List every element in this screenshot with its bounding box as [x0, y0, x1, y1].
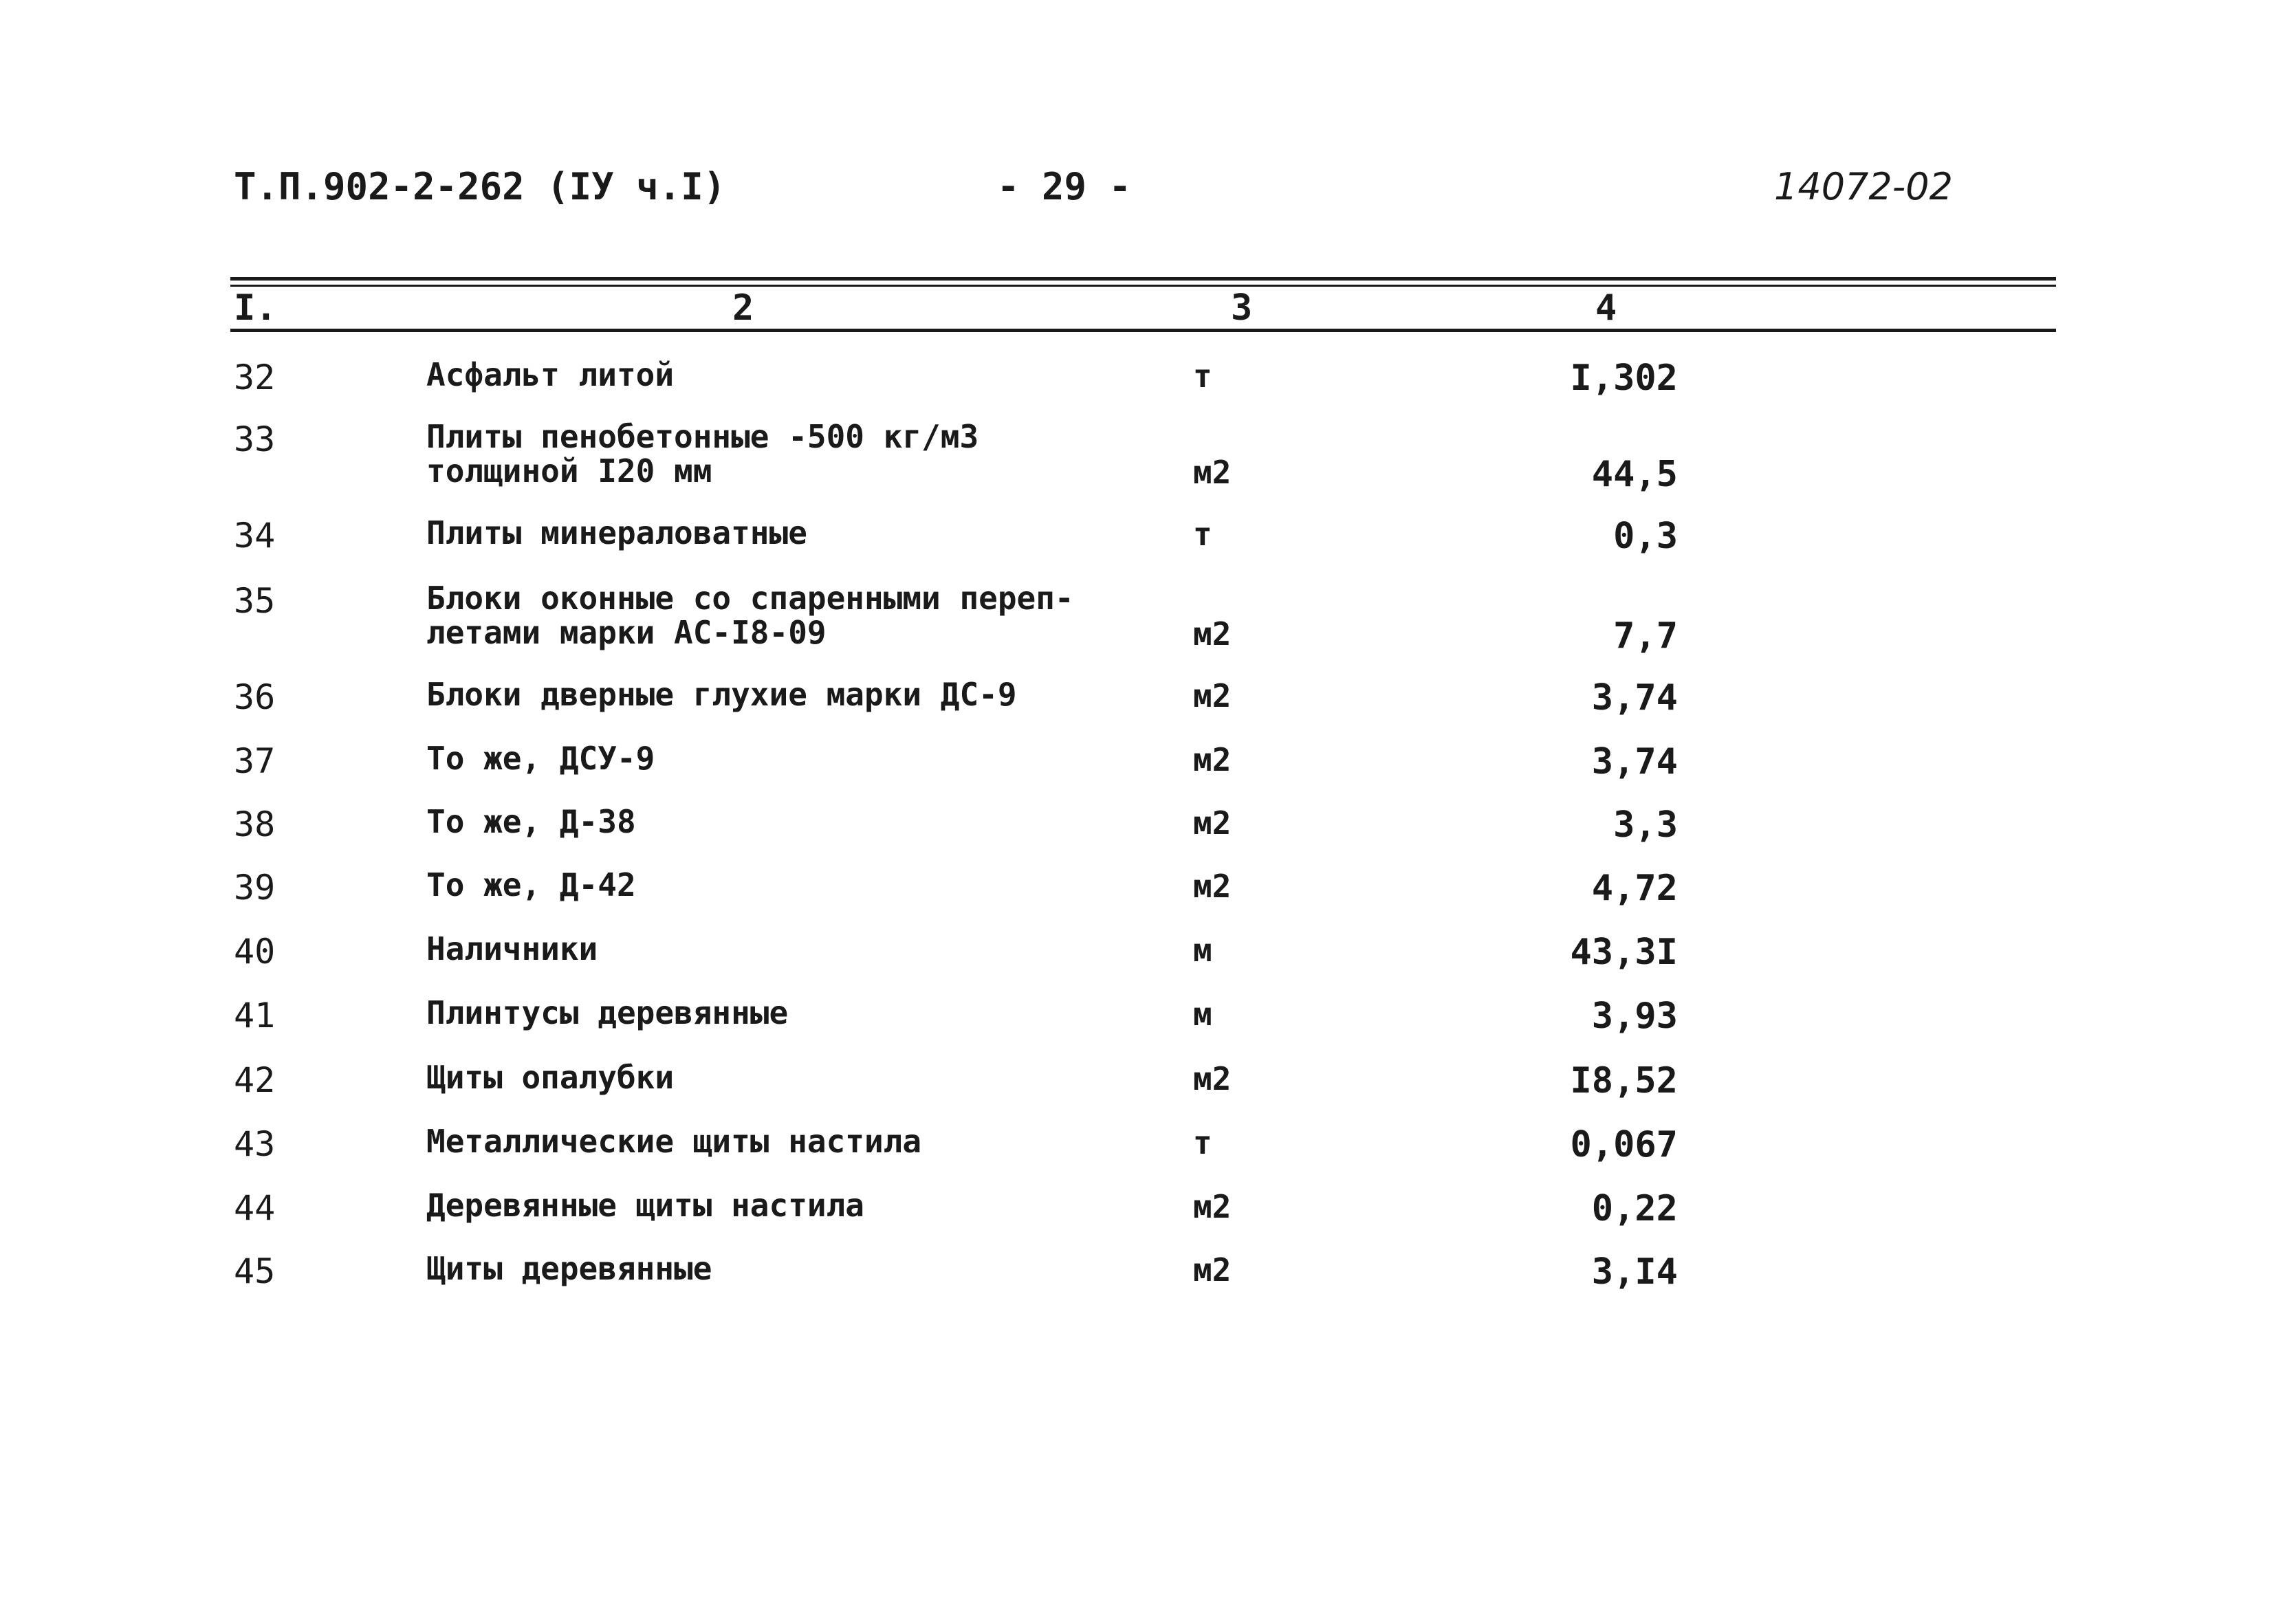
row-unit: м2 — [1193, 804, 1232, 842]
row-unit: т — [1193, 1124, 1212, 1161]
row-number: 36 — [234, 677, 276, 717]
row-value: 3,74 — [1591, 741, 1678, 782]
row-value: 4,72 — [1591, 868, 1678, 909]
row-value: 43,3I — [1570, 932, 1678, 973]
row-name — [426, 741, 655, 776]
row-number: 44 — [234, 1188, 276, 1228]
row-value: 0,067 — [1570, 1124, 1678, 1165]
document-code: Т.П.902-2-262 (IУ ч.I) — [234, 165, 726, 208]
row-name-line: То же, Д-38 — [426, 803, 636, 840]
registration-number: 14072-02 — [1774, 165, 1953, 208]
row-value: 3,74 — [1591, 677, 1678, 718]
column-header-2: 2 — [732, 287, 754, 329]
row-name-line: Блоки дверные глухие марки ДС-9 — [426, 676, 1017, 713]
row-unit: м2 — [1193, 1251, 1232, 1288]
row-number: 39 — [234, 868, 276, 908]
row-unit: м — [1193, 996, 1212, 1033]
row-name-line: Наличники — [426, 930, 598, 967]
row-name — [426, 516, 807, 550]
row-name — [426, 1251, 712, 1286]
row-value: 44,5 — [1591, 454, 1678, 495]
row-number: 45 — [234, 1251, 276, 1291]
row-name-line: То же, Д-42 — [426, 866, 636, 903]
row-value: 0,22 — [1591, 1188, 1678, 1229]
row-name — [426, 996, 788, 1030]
row-name-line: Деревянные щиты настила — [426, 1187, 864, 1224]
row-name — [426, 419, 979, 488]
table-top-rule — [230, 277, 2056, 281]
row-number: 37 — [234, 741, 276, 781]
row-name-line: летами марки АС-I8-09 — [426, 614, 827, 651]
row-name — [426, 804, 636, 839]
row-value: I,302 — [1570, 358, 1678, 399]
row-name-line: Плиты пенобетонные -500 кг/м3 — [426, 418, 979, 455]
row-value: I8,52 — [1570, 1060, 1678, 1101]
row-number: 33 — [234, 419, 276, 459]
row-value: 3,3 — [1613, 804, 1678, 846]
row-unit: м2 — [1193, 1188, 1232, 1225]
row-number: 32 — [234, 358, 276, 397]
row-unit: м2 — [1193, 677, 1232, 714]
row-name-line: Металлические щиты настила — [426, 1123, 922, 1160]
row-number: 40 — [234, 932, 276, 972]
row-unit: м — [1193, 932, 1212, 969]
row-name — [426, 581, 1074, 650]
row-unit: т — [1193, 358, 1212, 395]
column-header-3: 3 — [1231, 287, 1253, 329]
row-name-line: Щиты опалубки — [426, 1059, 675, 1096]
row-unit: м2 — [1193, 868, 1232, 905]
row-name — [426, 677, 1017, 712]
row-unit: т — [1193, 516, 1212, 553]
page-number: - 29 - — [997, 165, 1132, 208]
row-number: 41 — [234, 996, 276, 1035]
column-header-1: I. — [234, 287, 277, 329]
column-header-4: 4 — [1595, 287, 1617, 329]
row-number: 38 — [234, 804, 276, 844]
row-value: 3,I4 — [1591, 1251, 1678, 1293]
row-name — [426, 1188, 864, 1222]
row-name — [426, 1124, 921, 1159]
row-unit: м2 — [1193, 454, 1232, 491]
header-bottom-rule — [230, 329, 2056, 332]
row-value: 7,7 — [1613, 615, 1678, 657]
row-number: 35 — [234, 581, 276, 621]
row-value: 3,93 — [1591, 996, 1678, 1037]
row-number: 43 — [234, 1124, 276, 1164]
row-name-line: Плиты минераловатные — [426, 514, 807, 551]
row-number: 42 — [234, 1060, 276, 1100]
row-unit: м2 — [1193, 615, 1232, 652]
row-name-line: Асфальт литой — [426, 356, 675, 393]
row-name-line: толщиной I20 мм — [426, 452, 712, 490]
table-top-rule-thin — [230, 285, 2056, 287]
row-name-line: Щиты деревянные — [426, 1250, 712, 1287]
row-value: 0,3 — [1613, 516, 1678, 557]
row-name-line: Блоки оконные со спаренными переп- — [426, 580, 1074, 617]
row-name — [426, 358, 674, 392]
row-unit: м2 — [1193, 741, 1232, 778]
row-name-line: Плинтусы деревянные — [426, 994, 789, 1031]
row-name-line: То же, ДСУ-9 — [426, 740, 655, 777]
row-unit: м2 — [1193, 1060, 1232, 1097]
row-number: 34 — [234, 516, 276, 556]
row-name — [426, 932, 598, 966]
row-name — [426, 868, 636, 902]
row-name — [426, 1060, 674, 1095]
